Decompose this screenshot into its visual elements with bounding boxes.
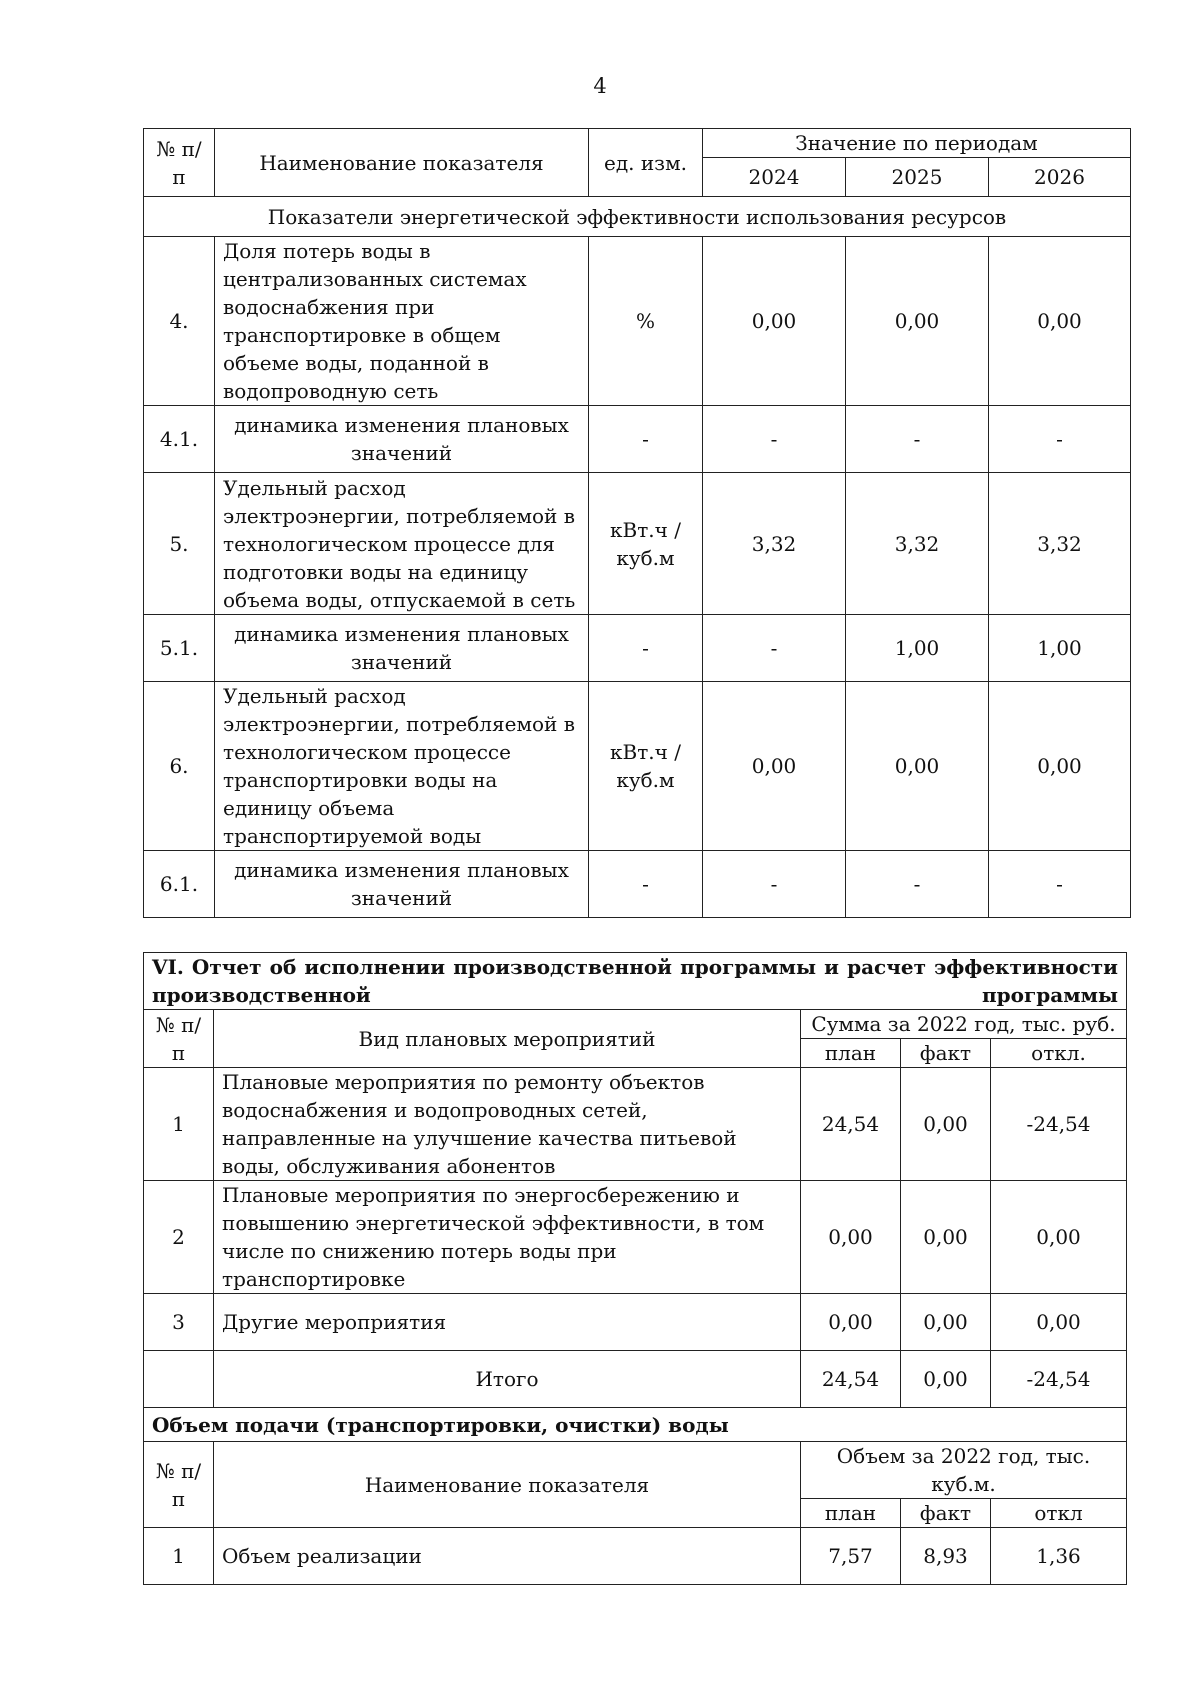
header-name: Наименование показателя (214, 1442, 801, 1528)
header-year: 2024 (703, 158, 846, 197)
header-plan: план (801, 1499, 901, 1528)
header-year: 2025 (846, 158, 989, 197)
header-num: № п/п (144, 1442, 214, 1528)
volume-section-title: Объем подачи (транспортировки, очистки) воды (144, 1408, 1127, 1442)
table-row: 2 Плановые мероприятия по энергосбережению и повышению энергетической эффективности, в том числе по снижению потерь воды при транспортировке 0,00 0,00 0,00 (144, 1181, 1127, 1294)
header-dev: откл (991, 1499, 1127, 1528)
header-year: 2026 (989, 158, 1131, 197)
section-title: Показатели энергетической эффективности использования ресурсов (144, 197, 1131, 237)
header-name: Вид плановых мероприятий (214, 1010, 801, 1068)
table-row: 6. Удельный расход электроэнергии, потребляемой в технологическом процессе транспортировки воды на единицу объема транспортируемой воды кВт.ч / куб.м 0,00 0,00 0,00 (144, 682, 1131, 851)
header-dev: откл. (991, 1039, 1127, 1068)
page-number: 4 (593, 74, 607, 98)
header-num: № п/п (144, 129, 215, 197)
table-row: 1 Объем реализации 7,57 8,93 1,36 (144, 1528, 1127, 1585)
total-row: Итого 24,54 0,00 -24,54 (144, 1351, 1127, 1408)
header-sum: Сумма за 2022 год, тыс. руб. (801, 1010, 1127, 1039)
table-row: 4.1. динамика изменения плановых значений - - - - (144, 406, 1131, 473)
table-row: 4. Доля потерь воды в централизованных системах водоснабжения при транспортировке в общем объеме воды, поданной в водопроводную сеть % 0,00 0,00 0,00 (144, 237, 1131, 406)
header-unit: ед. изм. (589, 129, 703, 197)
header-num: № п/п (144, 1010, 214, 1068)
section-title: VI. Отчет об исполнении производственной программы и расчет эффективности производственной программы (144, 953, 1127, 1010)
header-fact: факт (901, 1499, 991, 1528)
program-report-table (143, 952, 1127, 1585)
table-row: 5.1. динамика изменения плановых значений - - 1,00 1,00 (144, 615, 1131, 682)
header-periods: Значение по периодам (703, 129, 1131, 158)
header-plan: план (801, 1039, 901, 1068)
energy-efficiency-table (143, 128, 1131, 918)
table-row: 1 Плановые мероприятия по ремонту объектов водоснабжения и водопроводных сетей, направленные на улучшение качества питьевой воды, обслуживания абонентов 24,54 0,00 -24,54 (144, 1068, 1127, 1181)
table-row: 3 Другие мероприятия 0,00 0,00 0,00 (144, 1294, 1127, 1351)
table-row: 6.1. динамика изменения плановых значений - - - - (144, 851, 1131, 918)
header-name: Наименование показателя (215, 129, 589, 197)
header-fact: факт (901, 1039, 991, 1068)
table-row: 5. Удельный расход электроэнергии, потребляемой в технологическом процессе для подготовки воды на единицу объема воды, отпускаемой в сеть кВт.ч / куб.м 3,32 3,32 3,32 (144, 473, 1131, 615)
header-sum: Объем за 2022 год, тыс. куб.м. (801, 1442, 1127, 1499)
